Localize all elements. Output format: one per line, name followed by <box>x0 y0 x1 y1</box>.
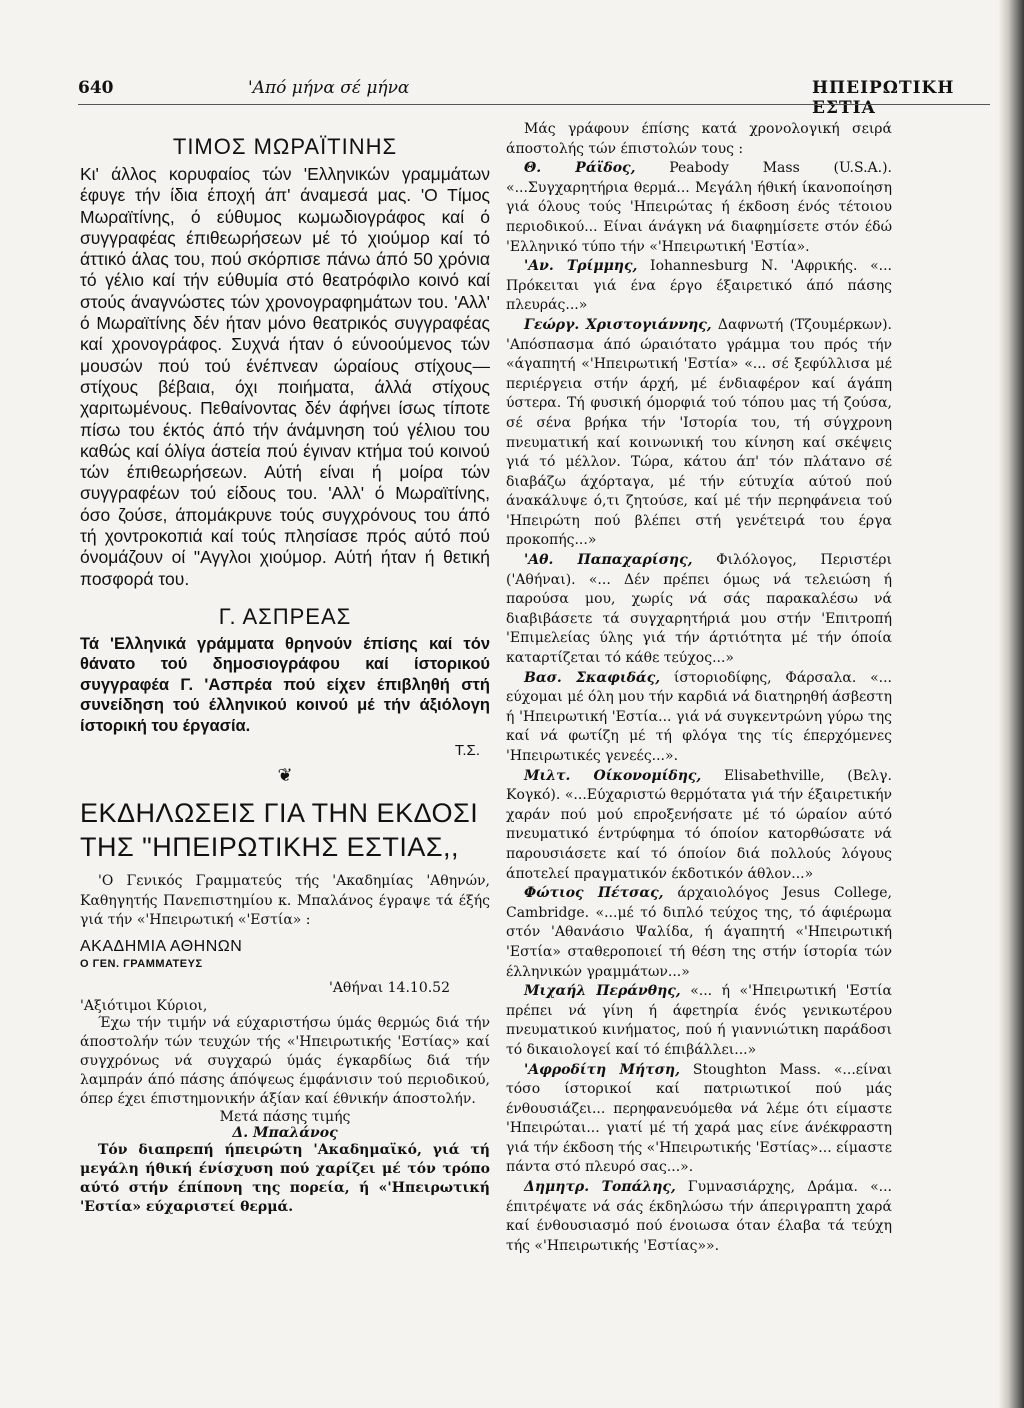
letter-signer: Δ. Μπαλάνος <box>232 1125 338 1142</box>
letter-author: 'Αφροδίτη Μήτση, <box>524 1061 680 1078</box>
letter-text: Elisabethville, (Βελγ. Κογκό). «...Εύχαριστώ θερμότατα γιά τήν έξαιρετικήν χαράν πού μού επροξενήσατε μέ τό ώραίον αύτό πνευματικό έντρύφημα τό όποίον κατορθώσατε νά παρουσιάσετε καί τό όποίον διά πολλούς λόγους άποτελεί πραγματικόν έκδοτικόν άθλον...» <box>506 767 892 882</box>
article-headline: ΕΚΔΗΛΩΣΕΙΣ ΓΙΑ ΤΗΝ ΕΚΔΟΣΙ ΤΗΣ "ΗΠΕΙΡΩΤΙΚΗΣ ΕΣΤΙΑΣ,, <box>80 798 479 863</box>
letter-author: Μιχαήλ Περάνθης, <box>524 983 681 1000</box>
letter-author: Δημητρ. Τοπάλης, <box>524 1179 676 1196</box>
letter-date: 'Αθήναι 14.10.52 <box>328 979 450 996</box>
obituary-body-moraitinis: Κι' άλλος κορυφαίος τών 'Ελληνικών γραμμάτων έφυγε τήν ίδια έποχή άπ' άναμεσά μας. 'Ο Τίμος Μωραϊτίνης, ό εύθυμος κωμωδιογράφος καί ό συγγραφέας έπιθεωρήσεων μέ τό χιούμορ καί τό άττικό άλας του, πού σκόρπισε πάνω άπό 50 χρόνια τό γέλιο καί τήν εύθυμία στό θεατρόφιλο κοινό καί στούς άναγνώστες τών χρονογραφημάτων του. 'Αλλ' ό Μωραϊτίνης δέν ήταν μόνο θεατρικός συγγραφέας καί χρονογράφος. Συχνά ήταν ό εύνοούμενος τών μουσών πού τού ένέπνεαν ώραίους στίχους—στίχους βέβαια, όχι ποιήματα, άλλά στίχους χαριτωμένους. Πεθαίνοντας δέν άφήνει ίσως τίποτε πίσω του έκτός άπό τήν άνάμνηση τού γέλιου του καθώς καί όλίγα άστεία πού έγιναν κτήμα τού κοινού τών έπιθεωρήσεων. Αύτή είναι ή μοίρα τών συγγραφέων τού είδους του. 'Αλλ' ό Μωραϊτίνης, όσο ζούσε, άπομάκρυνε τούς συγχρόνους του άπό τή χοντροκοπιά καί τούς πλησίασε πρός αύτό πού όνομάζουν οί "Αγγλοι χιούμορ. Αύτή ήταν ή θετική ποσφορά του. <box>80 164 490 589</box>
header-rule <box>78 104 990 105</box>
letter-author: Μιλτ. Οίκονομίδης, <box>524 767 702 784</box>
letter-closing: Μετά πάσης τιμής <box>219 1109 351 1126</box>
letter-text: «... ή «'Ηπειρωτική 'Εστία πρέπει νά γίνη ή άφετηρία ένός γενικωτέρου πνευματικού κινήματος, πού ή γιαννιώτικη παράδοσι τό δικαιολογεί καί τό έπιβάλλει...» <box>506 983 892 1058</box>
letter-body: Έχω τήν τιμήν νά εύχαριστήσω ύμάς θερμώς διά τήν άποστολήν τών τευχών τής «'Ηπειρωτικής 'Εστίας» καί συγχρόνως νά συγχαρώ ύμάς έγκαρδίως διά τήν λαμπράν άπό πάσης άπόψεως έμφάνισιν τού περιοδικού, όπερ έχει έπιστημονικήν άξίαν καί έθνικήν άποστολήν. <box>80 1014 490 1108</box>
section-title: 'Από μήνα σέ μήνα <box>248 78 410 98</box>
ornament-icon: ❦ <box>277 765 293 787</box>
letter-author: Φώτιος Πέτσας, <box>524 885 664 902</box>
letter-author: Βασ. Σκαφιδάς, <box>524 669 661 686</box>
letter-author: 'Αν. Τρίμμης, <box>524 258 638 275</box>
reader-letter <box>506 884 892 982</box>
reader-letter <box>506 316 892 551</box>
obituary-title-aspreas: Γ. ΑΣΠΡΕΑΣ <box>218 603 352 629</box>
journal-title: ΗΠΕΙΡΩΤΙΚΗ ΕΣΤΙΑ <box>812 78 955 118</box>
author-initials: Τ.Σ. <box>454 742 480 760</box>
obituary-body-aspreas: Τά 'Ελληνικά γράμματα θρηνούν έπίσης καί τόν θάνατο τού δημοσιογράφου καί ίστορικού συγγραφέα Γ. 'Ασπρέα πού είχεν έπιβληθή στή συνείδηση τού έλληνικού κοινού μέ τήν άξιόλογη ίστορική του έργασία. <box>80 634 490 735</box>
reader-letter <box>506 982 892 1060</box>
thanks-paragraph: Τόν διαπρεπή ήπειρώτη 'Ακαδημαϊκό, γιά τή μεγάλη ήθική ένίσχυση πού χαρίζει μέ τόν τρόπο αύτό στήν έπίπονη της πορεία, ή «'Ηπειρωτική 'Εστία» εύχαριστεί θερμά. <box>80 1142 490 1216</box>
letter-author: Γεώργ. Χριστογιάννης, <box>524 316 712 333</box>
obituary-title-moraitinis: ΤΙΜΟΣ ΜΩΡΑΪΤΙΝΗΣ <box>172 134 398 159</box>
letter-text: άρχαιολόγος Jesus College, Cambridge. «...μέ τό διπλό τεύχος της, τό άφιέρωμα στόν 'Αθανάσιο Ψαλίδα, ή άγαπητή «'Ηπειρωτική 'Εστία» σταθεροποιεί τή θέση της στήν ίστορία τών έλληνικών γραμμάτων...» <box>506 885 892 980</box>
letterhead-sub: Ο ΓΕΝ. ΓΡΑΜΜΑΤΕΥΣ <box>80 957 203 970</box>
reader-letter <box>506 669 892 767</box>
page-number: 640 <box>78 78 114 98</box>
letter-text: Φιλόλογος, Περιστέρι ('Αθήναι). «... Δέν πρέπει όμως νά τελειώση ή παρούσα μου, χωρίς νά σάς παρακαλέσω νά διαβιβάσετε τά συγχαρητήριά μου στήν 'Επιτροπή 'Επιμελείας ύλης γιά τήν άρτιότητα μέ τήν όποία καταρτίζεται τό κάθε τεύχος...» <box>506 552 892 667</box>
letter-text: ίστοριοδίφης, Φάρσαλα. «... εύχομαι μέ όλη μου τήν καρδιά νά διατηρηθή άσβεστη ή 'Ηπειρωτική 'Εστία... γιά νά συγκεντρώνη γύρω της καί νά φωτίζη μέ τή φλόγα της τίς έπερχόμενες 'Ηπειρωτικές γενεές...». <box>506 669 893 764</box>
reader-letter <box>506 257 892 316</box>
reader-letter <box>506 551 892 669</box>
left-column <box>80 120 490 1218</box>
reader-letter <box>506 1178 892 1256</box>
letter-text: Peabody Mass (U.S.A.). «...Συγχαρητήρια θερμά... Μεγάλη ήθική ίκανοποίηση γιά όλους τούς 'Ηπειρώτας ή έκδοση ένός τέτοιου περιοδικού... Είναι άνάγκη νά διαφημίσετε στόν έδώ 'Ελληνικό τύπο τήν «'Ηπειρωτική 'Εστία». <box>506 160 892 255</box>
letter-text: Iohannesburg Ν. 'Αφρικής. «... Πρόκειται γιά ένα έργο έξαιρετικό άπό πάσης πλευράς...» <box>506 258 892 314</box>
running-head <box>0 78 1024 118</box>
letterhead-org: ΑΚΑΔΗΜΙΑ ΑΘΗΝΩΝ <box>80 937 243 955</box>
reader-letter <box>506 767 892 885</box>
letters-intro: Μάς γράφουν έπίσης κατά χρονολογική σειρά άποστολής τών έπιστολών τους : <box>506 121 892 157</box>
letter-author: Θ. Ράϊδος, <box>524 160 636 177</box>
letter-text: Γυμνασιάρχης, Δράμα. «... έπιτρέψατε νά σάς έκδηλώσω τήν άπεριγραπτη χαρά καί ένθουσιασμό πού ένοιωσα όταν έλαβα τά τεύχη τής «'Ηπειρωτικής 'Εστίας»». <box>506 1179 892 1254</box>
right-column <box>506 120 892 1256</box>
reader-letter <box>506 159 892 257</box>
letter-text: Δαφνωτή (Τζουμέρκων). 'Απόσπασμα άπό ώραιότατο γράμμα του πρός τήν «άγαπητή «'Ηπειρωτική 'Εστία» «... σέ ξεφύλλισα μέ περιέργεια στήν άρχή, μέ ένδιαφέρον καί άγάπη ύστερα. Τή φυσική όμορφιά τού τόπου μας τή ζούσα, σέ σένα βρήκα τήν 'Ιστορία του, τή σύγχρονη πνευματική καί κοινωνική του κίνηση καί σκέψεις γιά τό μέλλον. Τώρα, κάτου άπ' τόν πλάτανο σέ διαβάζω άχόρταγα, μέ τήν εύτυχία αύτού πού άνακάλυψε ό,τι ζητούσε, καί μέ τήν περηφάνεια τού 'Ηπειρώτη πού βλέπει στή γενέτειρά του έργα προκοπής...» <box>506 316 893 549</box>
article-intro: 'Ο Γενικός Γραμματεύς τής 'Ακαδημίας 'Αθηνών, Καθηγητής Πανεπιστημίου κ. Μπαλάνος έγραψε τά έξής γιά τήν «'Ηπειρωτική «'Εστία» : <box>80 873 490 928</box>
letter-text: Stoughton Mass. «...είναι τόσο ίστορικοί καί πατριωτικοί πού μάς ένθουσιάζει... περηφανευόμεθα νά λέμε ότι είμαστε 'Ηπειρώται... γιατί μέ τή χαρά μας είνε άνέκφραστη γιά τήν έκδοση τής «'Ηπειρωτικής 'Εστίας»... είμαστε πάντα στό πλευρό σας...». <box>506 1061 892 1176</box>
letter-salutation: 'Αξιότιμοι Κύριοι, <box>80 997 208 1014</box>
binding-edge <box>998 0 1024 1408</box>
reader-letter <box>506 1061 892 1179</box>
letter-author: 'Αθ. Παπαχαρίσης, <box>524 552 693 569</box>
